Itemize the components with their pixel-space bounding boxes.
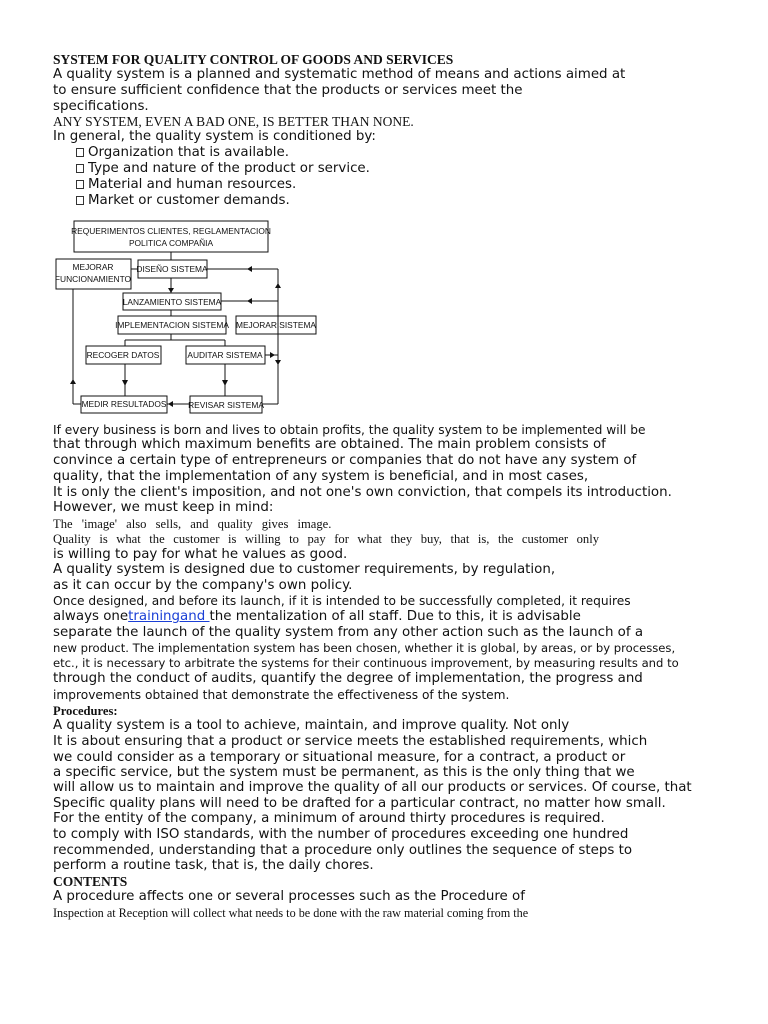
paragraph-line: separate the launch of the quality system from any other action such as the launch of a bbox=[53, 625, 644, 640]
diagram-label: MEDIR RESULTADOS bbox=[81, 399, 167, 409]
paragraph-line: we could consider as a temporary or situational measure, for a contract, a product or bbox=[53, 750, 626, 765]
conditioned-line: In general, the quality system is conditioned by: bbox=[53, 129, 376, 144]
intro-line-1: A quality system is a planned and systematic method of means and actions aimed at bbox=[53, 67, 626, 82]
diagram-label: REVISAR SISTEMA bbox=[188, 400, 264, 410]
diagram-label: FUNCIONAMIENTO bbox=[54, 274, 132, 284]
training-line: always onetrainingand the mentalization of all staff. Due to this, it is advisable bbox=[53, 609, 581, 624]
paragraph-line: that through which maximum benefits are obtained. The main problem consists of bbox=[53, 437, 606, 452]
paragraph-line: a specific service, but the system must be permanent, as this is the only thing that we bbox=[53, 765, 635, 780]
diagram-label: DISEÑO SISTEMA bbox=[136, 264, 208, 274]
paragraph-line: However, we must keep in mind: bbox=[53, 500, 274, 515]
contents-heading: CONTENTS bbox=[53, 874, 128, 889]
diagram-label: RECOGER DATOS bbox=[86, 350, 160, 360]
paragraph-line: perform a routine task, that is, the daily chores. bbox=[53, 858, 374, 873]
diagram-label: IMPLEMENTACION SISTEMA bbox=[115, 320, 229, 330]
paragraph-line: A quality system is designed due to customer requirements, by regulation, bbox=[53, 562, 556, 577]
quality-willing-line: Quality is what the customer is willing to pay for what they buy, that is, the customer only bbox=[53, 532, 600, 546]
paragraph-line: etc., it is necessary to arbitrate the systems for their continuous improvement, by measuring results and to bbox=[53, 656, 679, 670]
bullet-item: Market or customer demands. bbox=[76, 193, 290, 209]
paragraph-line: as it can occur by the company's own policy. bbox=[53, 578, 353, 593]
motto: ANY SYSTEM, EVEN A BAD ONE, IS BETTER THAN NONE. bbox=[53, 114, 414, 129]
paragraph-line: It is only the client's imposition, and not one's own conviction, that compels its introduction. bbox=[53, 485, 672, 500]
paragraph-line: is willing to pay for what he values as good. bbox=[53, 547, 348, 562]
diagram-label: AUDITAR SISTEMA bbox=[187, 350, 263, 360]
paragraph-line: If every business is born and lives to obtain profits, the quality system to be implemented will be bbox=[53, 423, 646, 437]
intro-line-2: to ensure sufficient confidence that the products or services meet the bbox=[53, 83, 523, 98]
image-sells-line: The 'image' also sells, and quality gives image. bbox=[53, 517, 332, 531]
paragraph-line: will allow us to maintain and improve the quality of all our products or services. Of course, that bbox=[53, 780, 692, 795]
diagram-label: POLITICA COMPAÑIA bbox=[128, 238, 214, 248]
training-link[interactable]: trainingand bbox=[128, 609, 210, 624]
paragraph-line: It is about ensuring that a product or service meets the established requirements, which bbox=[53, 734, 648, 749]
procedures-heading: Procedures: bbox=[53, 704, 118, 718]
diagram-label: MEJORAR SISTEMA bbox=[235, 320, 317, 330]
diagram-label: LANZAMIENTO SISTEMA bbox=[122, 297, 222, 307]
paragraph-line: through the conduct of audits, quantify the degree of implementation, the progress and bbox=[53, 671, 643, 686]
intro-line-3: specifications. bbox=[53, 99, 149, 114]
bullet-item: Type and nature of the product or service. bbox=[76, 161, 370, 177]
paragraph-line: A quality system is a tool to achieve, maintain, and improve quality. Not only bbox=[53, 718, 570, 733]
diagram-label: REQUERIMENTOS CLIENTES, REGLAMENTACION bbox=[71, 226, 271, 236]
paragraph-line: improvements obtained that demonstrate the effectiveness of the system. bbox=[53, 688, 510, 702]
bullet-item: Material and human resources. bbox=[76, 177, 296, 193]
paragraph-line: recommended, understanding that a procedure only outlines the sequence of steps to bbox=[53, 843, 633, 858]
paragraph-line: convince a certain type of entrepreneurs or companies that do not have any system of bbox=[53, 453, 637, 468]
paragraph-line: Inspection at Reception will collect what needs to be done with the raw material coming from the bbox=[53, 906, 529, 920]
paragraph-line: quality, that the implementation of any system is beneficial, and in most cases, bbox=[53, 469, 589, 484]
document-title: SYSTEM FOR QUALITY CONTROL OF GOODS AND SERVICES bbox=[53, 52, 454, 67]
paragraph-line: new product. The implementation system has been chosen, whether it is global, by areas, or by processes, bbox=[53, 641, 676, 655]
paragraph-line: Once designed, and before its launch, if it is intended to be successfully completed, it requires bbox=[53, 594, 631, 608]
paragraph-line: Specific quality plans will need to be drafted for a particular contract, no matter how small. bbox=[53, 796, 666, 811]
paragraph-line: to comply with ISO standards, with the number of procedures exceeding one hundred bbox=[53, 827, 629, 842]
bullet-item: Organization that is available. bbox=[76, 145, 289, 161]
paragraph-line: For the entity of the company, a minimum of around thirty procedures is required. bbox=[53, 811, 605, 826]
diagram-label: MEJORAR bbox=[72, 262, 114, 272]
paragraph-line: A procedure affects one or several processes such as the Procedure of bbox=[53, 889, 525, 904]
